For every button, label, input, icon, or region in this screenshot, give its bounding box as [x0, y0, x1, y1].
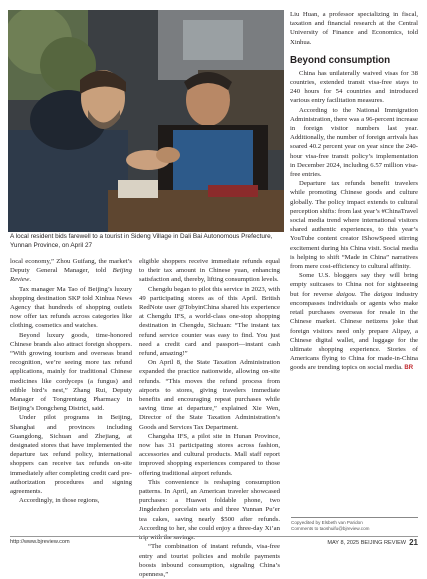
text-column-1 — [10, 257, 132, 505]
publication-name: Beijing Review — [10, 267, 132, 284]
photo-illustration — [8, 10, 284, 232]
paragraph — [290, 271, 418, 373]
paragraph: This convenience is reshaping consumption patterns. In April, an American traveler showcased purchases: a Huawei foldable phone, two Jingdezhen porcelain sets and three Yunnan Pu’er tea cakes, saving nearly $500 after refunds. According to her, she could enjoy a three-day Xi’an trip with the savings. — [139, 478, 280, 542]
paragraph: “The combination of instant refunds, visa-free entry and tourist policies and mobile payments boosts inbound consumption, signaling China’s openness,” — [139, 543, 280, 578]
paragraph: Under pilot programs in Beijing, Shanghai and provinces including Guangdong, Sichuan and Zhejiang, at designated stores that have implemented the departure tax refund policy, international shoppers can receive tax refunds on-site immediately after completing credit card pre-authorization procedures and signing agreements. — [10, 414, 132, 496]
text-column-2 — [139, 257, 280, 579]
text-column-3 — [290, 10, 418, 374]
paragraph: Liu Huan, a professor specializing in fiscal, taxation and financial research at the Central University of Finance and Economics, told Xinhua. — [290, 11, 418, 46]
paragraph-text: Some U.S. bloggers say they will bring empty suitcases to China not for sightseeing but for reverse daigou. The daigou industry encompasses individuals or agents who make retail purchases overseas for resale in the Chinese market. Chinese netizens joke that foreign visitors need only prepare Alipay, a Chinese digital wallet, and luggage for the ultimate shopping experience. Stories of Americans flying to China for made-in-China goods are trending topics on social media. — [290, 272, 419, 372]
paragraph: Accordingly, in those regions, — [19, 497, 100, 505]
issue-date: MAY 8, 2025 BEIJING REVIEW — [327, 540, 407, 546]
comments-email: Comments to taoshuifu@bjreview.com — [291, 526, 370, 532]
copyeditor-credit: Copyedited by Elsbeth van Paridon — [291, 520, 363, 525]
paragraph: Beyond luxury goods, time-honored Chinese brands also attract foreign shoppers. “With growing tourism and overseas brand recognition, we’re seeing more tax refund applications, mainly for traditional Chinese medicines like cordyceps (a fungus) and edible bird’s nest,” Zhang Rui, Deputy Manager of Tongrentang Pharmacy in Beijing’s Dongcheng District, said. — [10, 331, 132, 413]
end-mark: BR — [404, 365, 414, 372]
paragraph: On April 8, the State Taxation Administration expanded the practice nationwide, allowing on-site refunds. “This moves the refund process from airports to stores, giving travelers immediate benefits and encouraging repeat purchases while saving time at departure,” explained Xie Wen, Director of the State Taxation Administration’s Goods and Services Tax Department. — [139, 359, 280, 431]
paragraph: Chengdu began to pilot this service in 2023, with 49 participating stores as of this April. British RedNote user @TobyinChina shared his experience at Chengdu IFS, a world-class one-stop shopping destination in Chengdu, Sichuan: “The instant tax refund service counter was easy to find. You just need a credit card and passport—instant cash refund, amazing!” — [139, 285, 280, 358]
paragraph-text: local economy,” Zhou Guifang, the market’s Deputy General Manager, told — [10, 258, 132, 275]
article-credits — [291, 517, 418, 532]
photo-caption: A local resident bids farewell to a tourist in Sideng Village in Dali Bai Autonomous Prefecture, Yunnan Province, on April 27 — [10, 233, 273, 249]
footer-divider — [10, 536, 418, 537]
paragraph: Tax manager Ma Tao of Beijing’s luxury shopping destination SKP told Xinhua News Agency that hundreds of shopping outlets now offer tax refunds across categories like clothing, cosmetics and watches. — [10, 285, 132, 330]
paragraph: According to the National Immigration Administration, there was a 96-percent increase in foreign visitor numbers last year. Additionally, the number of foreign arrivals has soared 40.2 percent year on year since the 240-hour visa-free transit policy’s implementation in December 2024, including 6.57 million visa-free entries. — [290, 106, 418, 179]
paragraph: China has unilaterally waived visas for 38 countries, extended transit visa-free stays to 240 hours for 54 countries and introduced various entry facilitation measures. — [290, 69, 418, 105]
paragraph: Departure tax refunds benefit travelers while promoting Chinese goods and culture globally. The policy impact extends to cultural perception shifts: from last year’s #ChinaTravel social media trend where international visitors shared authentic experiences, to this year’s YouTube content creator IShowSpeed stirring excitement during his China visit. Social media is helping to shift “Made in China” narratives from mere cost-efficiency to cultural affinity. — [290, 180, 418, 271]
paragraph: eligible shoppers receive immediate refunds equal to their tax amount in Chinese yuan, enhancing satisfaction and, thereby, lifting consumption levels. — [139, 258, 280, 284]
footer-url[interactable]: http://www.bjreview.com — [10, 539, 70, 545]
page-number: 21 — [409, 538, 418, 547]
article-photo — [8, 10, 284, 232]
paragraph: local economy,” Zhou Guifang, the market’s Deputy General Manager, told Beijing Review. — [10, 258, 132, 284]
italic-term: daigou — [373, 290, 393, 298]
paragraph: Changsha IFS, a pilot site in Hunan Province, now has 31 participating stores across fashion, accessories and cultural products. Mall staff report improved shopping experiences compared to those offering traditional airport refunds. — [139, 432, 280, 477]
footer-issue — [327, 538, 418, 547]
section-heading: Beyond consumption — [290, 54, 391, 66]
italic-term: daigou — [336, 290, 355, 298]
